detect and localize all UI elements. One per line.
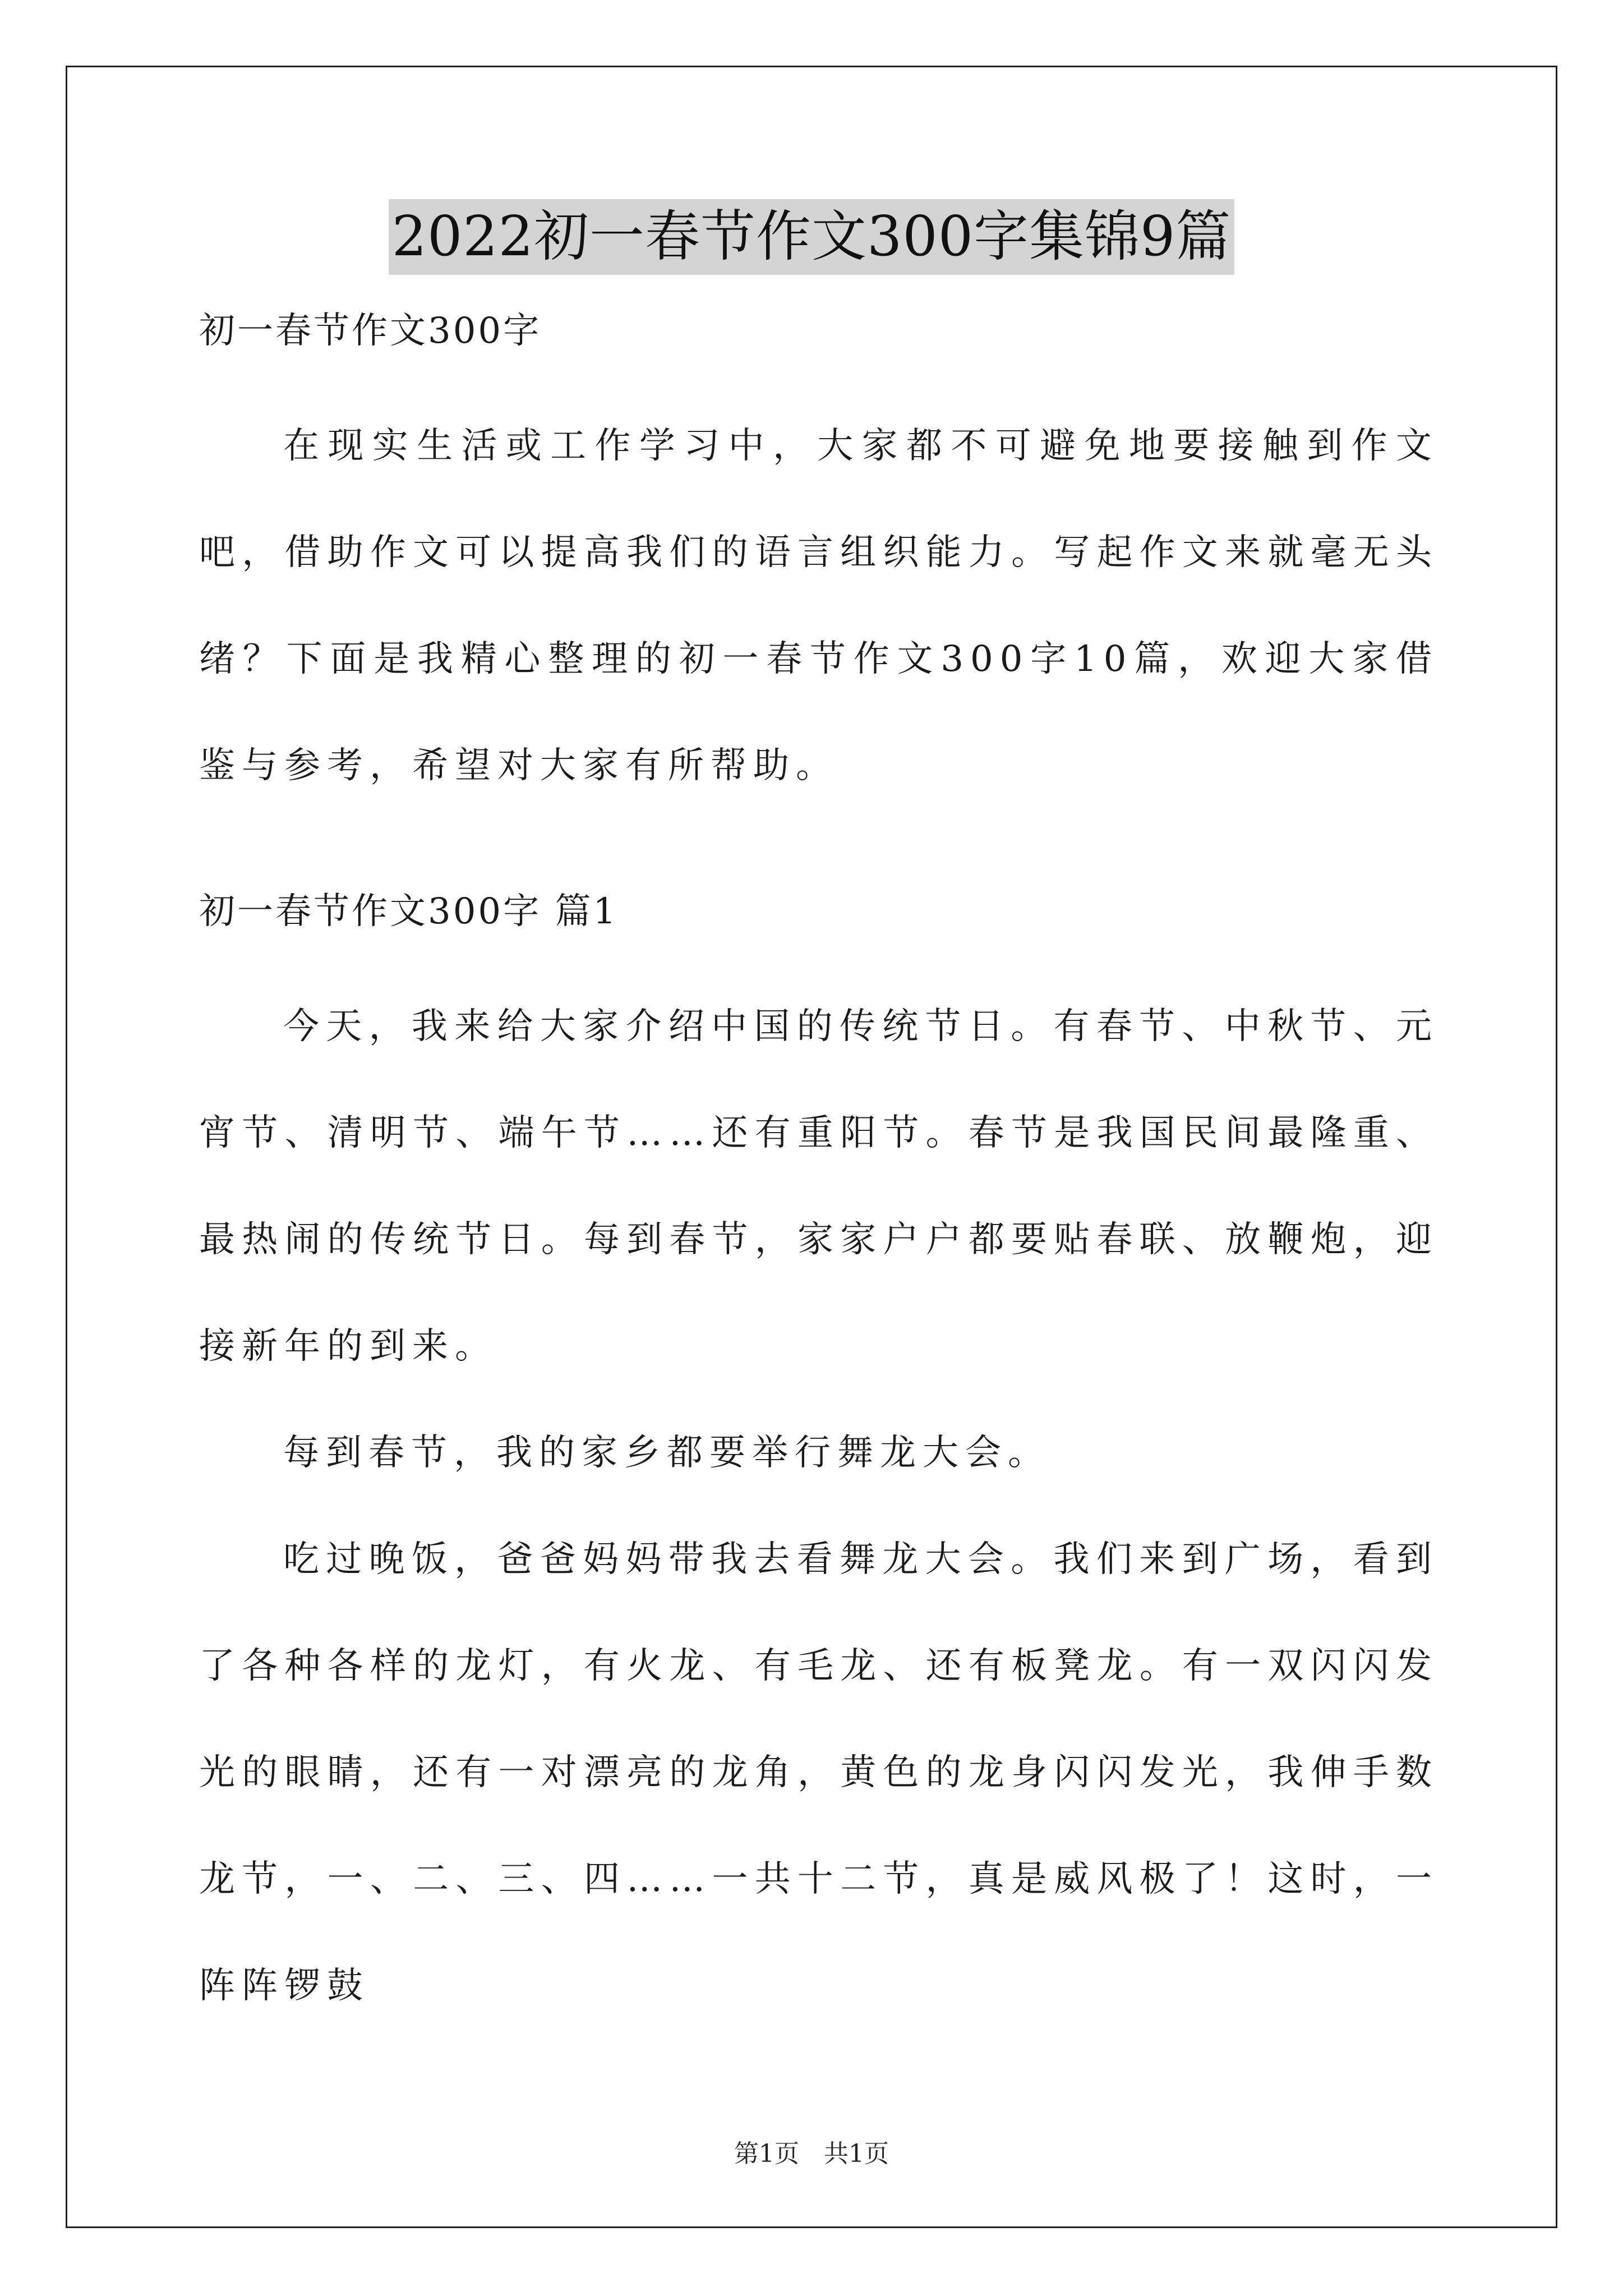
article-heading: 初一春节作文300字 篇1 <box>199 891 619 932</box>
article-paragraph: 吃过晚饭，爸爸妈妈带我去看舞龙大会。我们来到广场，看到了各种各样的龙灯，有火龙、有毛龙、还有板凳龙。有一双闪闪发光的眼睛，还有一对漂亮的龙角，黄色的龙身闪闪发光，我伸手数龙节，一、二、三、四……一共十二节，真是威风极了！这时，一阵阵锣鼓 <box>199 1539 1438 2007</box>
intro-paragraph: 在现实生活或工作学习中，大家都不可避免地要接触到作文吧，借助作文可以提高我们的语言组织能力。写起作文来就毫无头绪？下面是我精心整理的初一春节作文300字10篇，欢迎大家借鉴与参考，希望对大家有所帮助。 <box>199 425 1438 786</box>
title-container <box>0 199 1623 275</box>
article-paragraph: 每到春节，我的家乡都要举行舞龙大会。 <box>283 1432 1050 1474</box>
article-paragraph: 今天，我来给大家介绍中国的传统节日。有春节、中秋节、元宵节、清明节、端午节……还有重阳节。春节是我国民间最隆重、最热闹的传统节日。每到春节，家家户户都要贴春联、放鞭炮，迎接新年的到来。 <box>199 1006 1438 1367</box>
document-body <box>199 303 1438 2039</box>
page-footer <box>0 2137 1623 2171</box>
document-title: 2022初一春节作文300字集锦9篇 <box>389 199 1235 275</box>
intro-heading: 初一春节作文300字 <box>199 310 542 352</box>
page-number-label: 第1页 共1页 <box>734 2139 889 2168</box>
